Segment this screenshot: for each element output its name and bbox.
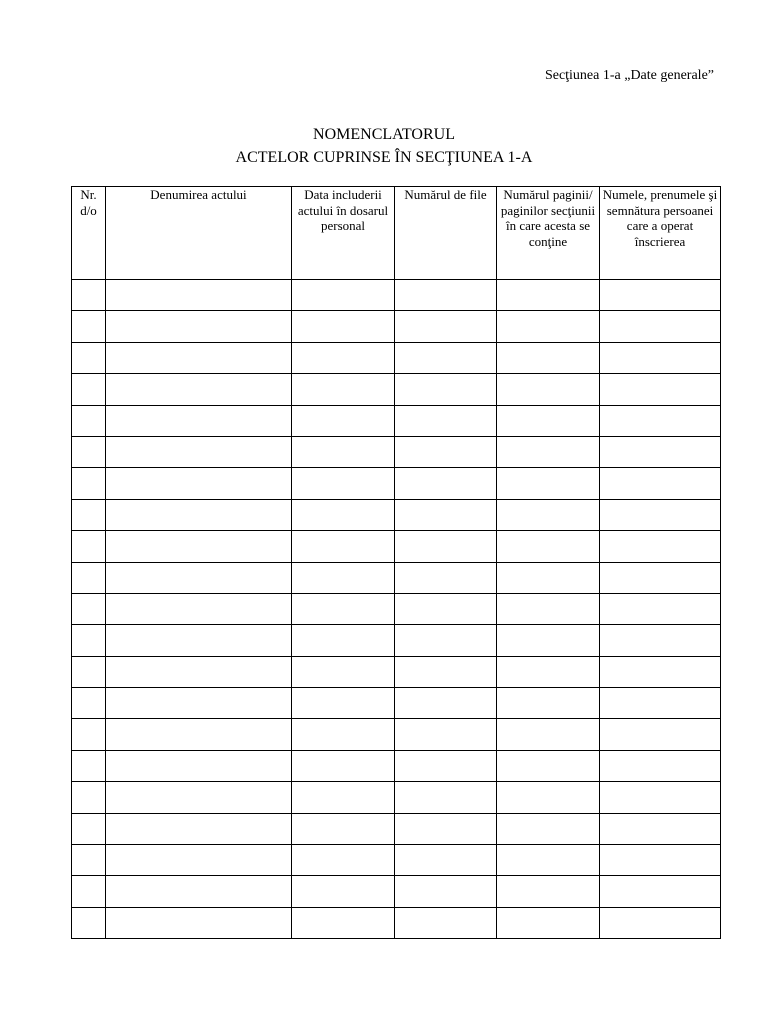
table-cell[interactable] [106,311,292,342]
table-cell[interactable] [395,531,497,562]
table-cell[interactable] [395,876,497,907]
table-row [72,876,721,907]
table-cell[interactable] [72,719,106,750]
table-cell[interactable] [497,688,600,719]
table-cell[interactable] [497,876,600,907]
table-cell[interactable] [72,593,106,624]
table-cell[interactable] [600,813,721,844]
table-row [72,562,721,593]
table-cell[interactable] [72,311,106,342]
column-header-act-name: Denumirea actului [106,187,292,280]
table-cell[interactable] [395,813,497,844]
table-cell[interactable] [600,750,721,781]
table-cell[interactable] [395,656,497,687]
table-cell[interactable] [72,499,106,530]
table-cell[interactable] [106,436,292,467]
table-cell[interactable] [106,907,292,938]
title-line-2: ACTELOR CUPRINSE ÎN SECŢIUNEA 1-A [235,149,533,166]
table-row [72,593,721,624]
table-cell[interactable] [600,593,721,624]
table-cell[interactable] [600,531,721,562]
table-cell[interactable] [600,876,721,907]
column-header-operator: Numele, prenumele şi semnătura persoanei care a operat înscrierea [600,187,721,280]
table-cell[interactable] [292,907,395,938]
table-cell[interactable] [72,750,106,781]
table-cell[interactable] [292,656,395,687]
table-cell[interactable] [497,845,600,876]
table-cell[interactable] [106,280,292,311]
table-cell[interactable] [600,688,721,719]
table-cell[interactable] [292,342,395,373]
table-cell[interactable] [395,845,497,876]
table-cell[interactable] [106,782,292,813]
table-cell[interactable] [72,782,106,813]
table-cell[interactable] [292,688,395,719]
table-cell[interactable] [72,876,106,907]
table-cell[interactable] [395,719,497,750]
table-row [72,688,721,719]
table-cell[interactable] [395,405,497,436]
table-cell[interactable] [292,782,395,813]
table-cell[interactable] [72,374,106,405]
table-cell[interactable] [292,468,395,499]
table-cell[interactable] [395,468,497,499]
table-cell[interactable] [72,625,106,656]
table-cell[interactable] [292,562,395,593]
table-cell[interactable] [106,562,292,593]
table-row [72,342,721,373]
table-cell[interactable] [106,593,292,624]
table-cell[interactable] [497,436,600,467]
table-cell[interactable] [395,374,497,405]
table-cell[interactable] [497,562,600,593]
table-cell[interactable] [497,468,600,499]
table-cell[interactable] [106,845,292,876]
table-cell[interactable] [106,656,292,687]
table-cell[interactable] [292,499,395,530]
table-cell[interactable] [292,750,395,781]
table-cell[interactable] [395,688,497,719]
table-row [72,625,721,656]
table-cell[interactable] [497,907,600,938]
table-row [72,280,721,311]
table-cell[interactable] [106,813,292,844]
table-cell[interactable] [497,499,600,530]
table-cell[interactable] [106,342,292,373]
table-row [72,656,721,687]
table-cell[interactable] [600,845,721,876]
table-cell[interactable] [497,625,600,656]
table-cell[interactable] [497,593,600,624]
table-cell[interactable] [600,782,721,813]
section-label: Secţiunea 1-a „Date generale” [544,68,714,83]
table-cell[interactable] [395,782,497,813]
table-cell[interactable] [395,593,497,624]
table-cell[interactable] [106,719,292,750]
table-cell[interactable] [72,562,106,593]
table-cell[interactable] [72,342,106,373]
table-cell[interactable] [395,280,497,311]
table-cell[interactable] [72,280,106,311]
table-cell[interactable] [106,688,292,719]
table-row [72,813,721,844]
table-header-row [72,187,721,280]
table-row [72,374,721,405]
table-cell[interactable] [600,468,721,499]
table-cell[interactable] [292,531,395,562]
table-cell[interactable] [395,562,497,593]
table-cell[interactable] [72,813,106,844]
table-cell[interactable] [600,499,721,530]
table-cell[interactable] [600,311,721,342]
table-cell[interactable] [395,499,497,530]
table-cell[interactable] [497,813,600,844]
table-row [72,405,721,436]
table-cell[interactable] [106,876,292,907]
nomenclator-table [71,186,721,939]
table-row [72,499,721,530]
table-row [72,436,721,467]
table-cell[interactable] [292,719,395,750]
table-cell[interactable] [600,436,721,467]
table-cell[interactable] [497,782,600,813]
table-cell[interactable] [292,876,395,907]
table-cell[interactable] [106,405,292,436]
table-row [72,907,721,938]
table-cell[interactable] [395,342,497,373]
table-cell[interactable] [72,907,106,938]
table-body [72,280,721,939]
table-row [72,531,721,562]
table-cell[interactable] [497,311,600,342]
table-row [72,468,721,499]
table-cell[interactable] [292,845,395,876]
table-cell[interactable] [106,468,292,499]
table-cell[interactable] [600,374,721,405]
table-cell[interactable] [106,625,292,656]
table-cell[interactable] [292,813,395,844]
table-cell[interactable] [600,625,721,656]
table-cell[interactable] [497,719,600,750]
column-header-file-count: Numărul de file [395,187,497,280]
table-cell[interactable] [292,280,395,311]
table-cell[interactable] [600,907,721,938]
table-cell[interactable] [395,625,497,656]
table-cell[interactable] [600,656,721,687]
table-cell[interactable] [292,374,395,405]
table-cell[interactable] [72,688,106,719]
table-cell[interactable] [395,311,497,342]
table-cell[interactable] [72,436,106,467]
column-header-nr: Nr. d/o [72,187,106,280]
table-cell[interactable] [497,342,600,373]
table-cell[interactable] [600,719,721,750]
table-cell[interactable] [497,374,600,405]
table-cell[interactable] [600,342,721,373]
table-cell[interactable] [395,750,497,781]
table-row [72,750,721,781]
table-cell[interactable] [395,907,497,938]
table-row [72,845,721,876]
table-cell[interactable] [72,845,106,876]
column-header-inclusion-date: Data includerii actului în dosarul personal [292,187,395,280]
table-cell[interactable] [72,468,106,499]
table-cell[interactable] [106,750,292,781]
column-header-page-number: Numărul paginii/ paginilor secţiunii în care acesta se conţine [497,187,600,280]
table-cell[interactable] [72,656,106,687]
table-cell[interactable] [600,562,721,593]
title-line-1: NOMENCLATORUL [313,126,455,143]
table-cell[interactable] [395,436,497,467]
table-cell[interactable] [497,280,600,311]
table-cell[interactable] [106,531,292,562]
table-cell[interactable] [72,531,106,562]
table-cell[interactable] [292,311,395,342]
table-cell[interactable] [497,531,600,562]
table-cell[interactable] [292,436,395,467]
table-cell[interactable] [497,405,600,436]
table-cell[interactable] [292,405,395,436]
table-cell[interactable] [600,405,721,436]
table-cell[interactable] [600,280,721,311]
table-cell[interactable] [497,656,600,687]
table-row [72,782,721,813]
table-cell[interactable] [292,625,395,656]
table-row [72,719,721,750]
table-cell[interactable] [497,750,600,781]
table-cell[interactable] [292,593,395,624]
table-cell[interactable] [106,499,292,530]
table-row [72,311,721,342]
document-title [0,123,768,169]
table-cell[interactable] [106,374,292,405]
table-cell[interactable] [72,405,106,436]
